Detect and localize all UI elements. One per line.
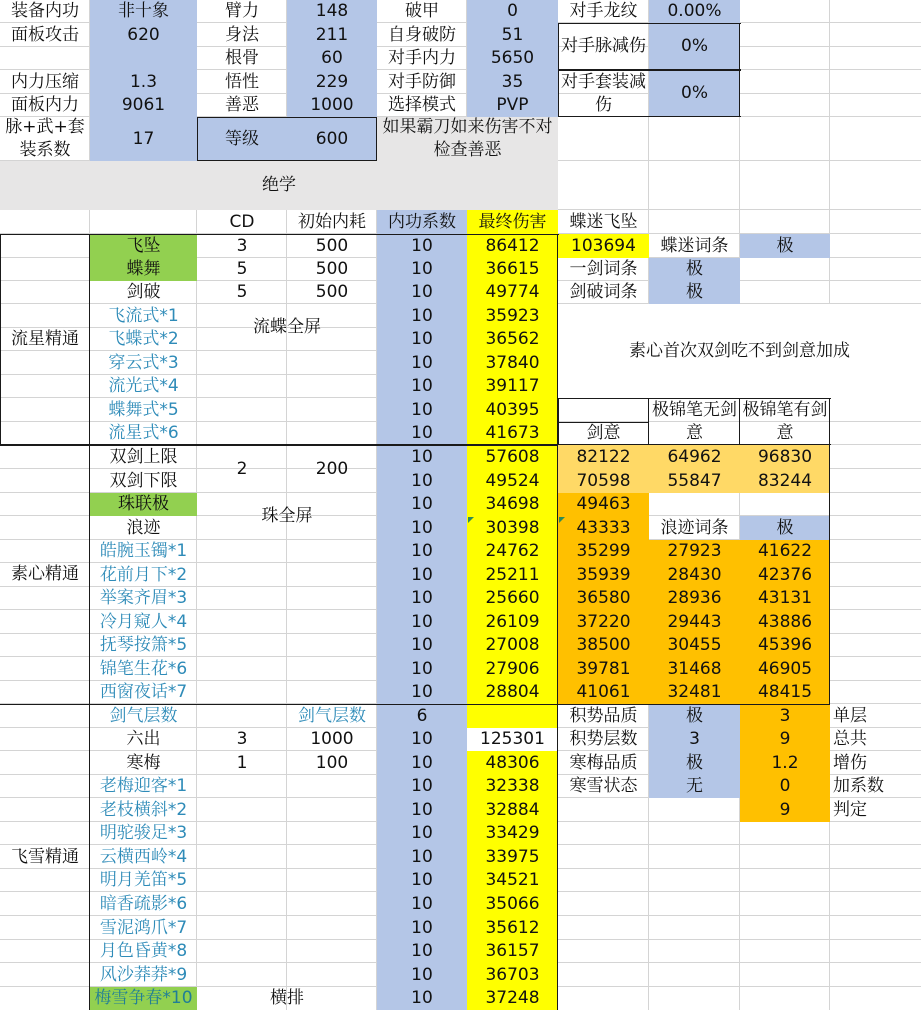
skill-coef[interactable]: 10 xyxy=(411,352,433,373)
header-border xyxy=(558,398,831,399)
no-jianyi-value[interactable]: 27923 xyxy=(649,540,740,563)
param-value[interactable]: 0% xyxy=(649,23,740,70)
entry-label[interactable]: 剑破词条 xyxy=(569,282,638,302)
skill-coef[interactable]: 10 xyxy=(411,564,433,585)
section-border xyxy=(0,704,558,705)
side-label[interactable]: 寒雪状态 xyxy=(569,776,638,796)
skill-cost[interactable]: 500 xyxy=(315,259,349,279)
header-border xyxy=(829,398,830,445)
param-value[interactable]: 0.00% xyxy=(649,0,740,23)
entry-label[interactable]: 浪迹词条 xyxy=(660,517,729,538)
skill-name[interactable]: 寒梅 xyxy=(126,752,161,773)
side-value[interactable]: 极 xyxy=(649,751,740,775)
skill-coef[interactable]: 10 xyxy=(411,752,433,773)
entry-label[interactable]: 一剑词条 xyxy=(569,259,638,279)
skill-name[interactable]: 抚琴按箫*5 xyxy=(99,635,188,655)
skill-coef[interactable]: 10 xyxy=(411,541,433,561)
skill-name[interactable]: 剑破 xyxy=(126,282,161,302)
skill-cost[interactable]: 100 xyxy=(315,752,349,773)
skill-dmg[interactable]: 39117 xyxy=(485,376,540,396)
param-label[interactable]: 根骨 xyxy=(225,48,259,68)
param-border xyxy=(558,23,741,24)
param-label[interactable]: 对手套装减伤 xyxy=(561,71,646,115)
skill-coef[interactable]: 10 xyxy=(411,259,433,279)
skill-name[interactable]: 飞蝶式*2 xyxy=(108,329,179,349)
skill-coef[interactable]: 10 xyxy=(411,329,433,349)
param-value[interactable]: 211 xyxy=(287,23,377,47)
jianyi-value[interactable]: 82122 xyxy=(558,445,649,469)
suxin-fullscreen-note[interactable]: 珠全屏 xyxy=(261,506,313,526)
section-border xyxy=(0,445,558,446)
no-jianyi-value[interactable]: 28430 xyxy=(649,563,740,587)
side-label[interactable]: 寒梅品质 xyxy=(569,752,638,773)
skill-coef[interactable]: 10 xyxy=(411,611,433,632)
skill-cd[interactable]: 2 xyxy=(236,458,248,479)
skill-cost[interactable]: 500 xyxy=(315,282,349,302)
skill-coef[interactable]: 10 xyxy=(411,823,433,843)
param-value[interactable]: 60 xyxy=(287,47,377,70)
with-jianyi-value[interactable]: 41622 xyxy=(740,540,830,563)
header-with-jianyi[interactable]: 极锦笔有剑意 xyxy=(742,399,828,443)
skill-name[interactable]: 流光式*4 xyxy=(108,376,179,396)
no-jianyi-value[interactable]: 29443 xyxy=(649,610,740,634)
skill-name[interactable]: 双剑下限 xyxy=(109,470,178,491)
extra-label[interactable]: 单层 xyxy=(833,705,867,726)
skill-name[interactable]: 明驼骏足*3 xyxy=(99,823,188,843)
skill-cd[interactable]: 1 xyxy=(236,752,248,773)
skill-dmg[interactable]: 125301 xyxy=(480,729,545,749)
extra-label[interactable]: 判定 xyxy=(833,799,867,820)
param-value[interactable]: 229 xyxy=(287,70,377,94)
skill-dmg[interactable]: 28804 xyxy=(485,682,540,702)
skill-coef[interactable]: 10 xyxy=(411,376,433,396)
skill-coef[interactable]: 10 xyxy=(411,682,433,702)
section-border xyxy=(557,234,558,1010)
param-value[interactable]: 51 xyxy=(467,23,558,47)
param-value xyxy=(90,47,197,70)
juexue-banner[interactable]: 绝学 xyxy=(0,161,558,210)
with-jianyi-value[interactable]: 96830 xyxy=(740,445,830,469)
no-jianyi-value[interactable]: 64962 xyxy=(649,445,740,469)
section-border xyxy=(0,234,559,235)
badao-note[interactable]: 如果霸刀如来伤害不对检查善恶 xyxy=(377,117,558,161)
skill-coef[interactable]: 10 xyxy=(411,729,433,749)
skill-coef[interactable]: 10 xyxy=(411,846,433,867)
skill-dmg[interactable]: 48306 xyxy=(485,752,540,773)
extra-value[interactable]: 3 xyxy=(740,704,830,728)
param-label[interactable]: 内力压缩 xyxy=(11,71,79,92)
skill-dmg[interactable]: 40395 xyxy=(485,399,540,420)
skill-coef[interactable]: 10 xyxy=(411,494,433,514)
jianqi-value[interactable]: 6 xyxy=(377,704,467,728)
param-value[interactable]: 1.3 xyxy=(90,70,197,94)
section-border xyxy=(739,398,740,445)
param-label[interactable]: 对手龙纹 xyxy=(569,1,638,21)
skill-coef[interactable]: 10 xyxy=(411,893,433,914)
extra-label[interactable]: 加系数 xyxy=(833,776,884,796)
extra-label[interactable]: 总共 xyxy=(833,729,867,749)
param-label[interactable]: 身法 xyxy=(225,24,259,45)
param-value[interactable]: 620 xyxy=(90,23,197,47)
skill-coef[interactable]: 10 xyxy=(411,305,433,326)
skill-cost[interactable]: 1000 xyxy=(310,729,354,749)
header-cd[interactable]: CD xyxy=(229,211,255,232)
skill-name[interactable]: 流星式*6 xyxy=(108,423,179,443)
skill-dmg[interactable]: 34521 xyxy=(485,870,540,890)
skill-name[interactable]: 锦笔生花*6 xyxy=(99,658,188,679)
with-jianyi-value[interactable]: 43886 xyxy=(740,610,830,634)
skill-coef[interactable]: 10 xyxy=(411,282,433,302)
skill-coef[interactable]: 10 xyxy=(411,470,433,491)
no-jianyi-value[interactable]: 30455 xyxy=(649,634,740,657)
param-label[interactable]: 对手防御 xyxy=(388,71,456,92)
skill-dmg[interactable]: 30398 xyxy=(485,517,540,538)
skill-dmg[interactable]: 57608 xyxy=(485,446,540,467)
skill-cd[interactable]: 5 xyxy=(236,259,248,279)
skill-coef[interactable]: 10 xyxy=(411,399,433,420)
with-jianyi-value[interactable]: 48415 xyxy=(740,681,830,704)
suxin-note[interactable]: 素心首次双剑吃不到剑意加成 xyxy=(558,304,921,398)
header-coef[interactable]: 内功系数 xyxy=(377,210,467,234)
param-border xyxy=(558,116,741,117)
param-label[interactable]: 悟性 xyxy=(225,71,259,92)
skill-coef[interactable]: 10 xyxy=(411,941,433,961)
skill-coef[interactable]: 10 xyxy=(411,235,433,256)
skill-dmg[interactable]: 49524 xyxy=(485,470,540,491)
no-jianyi-value[interactable]: 32481 xyxy=(649,681,740,704)
param-border xyxy=(739,70,740,117)
section-border xyxy=(89,234,90,1010)
skill-dmg[interactable]: 36615 xyxy=(485,259,540,279)
level-border xyxy=(197,117,378,118)
comment-indicator-icon[interactable] xyxy=(559,517,565,523)
param-label[interactable]: 自身破防 xyxy=(388,24,456,45)
jianyi-value[interactable]: 35939 xyxy=(558,563,649,587)
no-jianyi-value[interactable]: 31468 xyxy=(649,657,740,681)
skill-dmg[interactable]: 36703 xyxy=(485,964,540,985)
with-jianyi-value[interactable]: 83244 xyxy=(740,469,830,493)
section-border xyxy=(0,234,1,445)
skill-dmg[interactable]: 35923 xyxy=(485,305,540,326)
skill-cd[interactable]: 3 xyxy=(236,235,248,256)
skill-name[interactable]: 六出 xyxy=(126,729,161,749)
skill-name[interactable]: 云横西岭*4 xyxy=(99,846,188,867)
param-value[interactable]: 0 xyxy=(467,0,558,23)
skill-name[interactable]: 举案齐眉*3 xyxy=(99,588,188,608)
skill-dmg[interactable]: 25660 xyxy=(485,588,540,608)
entry-value[interactable]: 极 xyxy=(740,234,830,258)
skill-name[interactable]: 飞坠 xyxy=(90,234,197,258)
jianyi-value[interactable]: 36580 xyxy=(558,587,649,610)
extra-value[interactable]: 0 xyxy=(740,775,830,798)
jianqi-label[interactable]: 剑气层数 xyxy=(298,705,366,726)
with-jianyi-value[interactable]: 45396 xyxy=(740,634,830,657)
param-border xyxy=(558,23,559,70)
param-value[interactable]: 9061 xyxy=(90,94,197,117)
param-label[interactable]: 对手脉减伤 xyxy=(561,36,646,56)
param-value[interactable]: 1000 xyxy=(287,94,377,117)
jianqi-label[interactable]: 剑气层数 xyxy=(109,705,178,726)
skill-dmg[interactable]: 35066 xyxy=(485,893,540,914)
extra-value[interactable]: 1.2 xyxy=(740,751,830,775)
jianyi-value[interactable]: 35299 xyxy=(558,540,649,563)
skill-dmg[interactable]: 49774 xyxy=(485,282,540,302)
jianyi-value[interactable]: 41061 xyxy=(558,681,649,704)
skill-name[interactable]: 珠联极 xyxy=(90,493,197,516)
jianyi-value[interactable]: 39781 xyxy=(558,657,649,681)
param-border xyxy=(739,23,740,70)
side-label[interactable]: 积势层数 xyxy=(569,729,638,749)
skill-coef[interactable]: 10 xyxy=(411,988,433,1008)
skill-dmg[interactable]: 37248 xyxy=(485,988,540,1008)
entry-value[interactable]: 极 xyxy=(649,258,740,281)
param-label[interactable]: 面板内力 xyxy=(11,95,79,115)
param-border xyxy=(558,70,741,71)
skill-name[interactable]: 双剑上限 xyxy=(109,446,178,467)
skill-coef[interactable]: 10 xyxy=(411,423,433,443)
no-jianyi-value[interactable]: 28936 xyxy=(649,587,740,610)
param-value[interactable]: 35 xyxy=(467,70,558,94)
param-label[interactable]: 对手内力 xyxy=(388,48,456,68)
section-border xyxy=(558,704,830,705)
comment-indicator-icon[interactable] xyxy=(468,517,474,523)
param-value[interactable]: 非十象 xyxy=(90,0,197,23)
param-label[interactable]: 脉+武+套装系数 xyxy=(5,117,85,160)
side-label[interactable]: 积势品质 xyxy=(569,705,638,726)
skill-name[interactable]: 月色昏黄*8 xyxy=(99,941,188,961)
skill-dmg[interactable]: 33429 xyxy=(485,823,540,843)
hengpai-note[interactable]: 横排 xyxy=(270,988,304,1008)
skill-coef[interactable]: 10 xyxy=(411,658,433,679)
param-value[interactable]: 17 xyxy=(90,117,197,161)
extra-value[interactable]: 9 xyxy=(740,728,830,751)
side-value[interactable]: 极 xyxy=(649,704,740,728)
jianyi-value[interactable]: 49463 xyxy=(558,493,649,516)
skill-dmg[interactable]: 33975 xyxy=(485,846,540,867)
skill-coef[interactable]: 10 xyxy=(411,799,433,820)
skill-cost[interactable]: 200 xyxy=(315,458,349,479)
param-value[interactable]: 148 xyxy=(287,0,377,23)
skill-name[interactable]: 飞流式*1 xyxy=(108,305,179,326)
param-value[interactable]: 0% xyxy=(649,70,740,117)
skill-cost[interactable]: 500 xyxy=(315,235,349,256)
side-value[interactable]: 无 xyxy=(649,775,740,798)
skill-name[interactable]: 暗香疏影*6 xyxy=(99,893,188,914)
skill-coef[interactable]: 10 xyxy=(411,917,433,938)
skill-name[interactable]: 梅雪争春*10 xyxy=(90,987,197,1010)
param-label[interactable]: 装备内功 xyxy=(11,1,79,21)
with-jianyi-value[interactable]: 43131 xyxy=(740,587,830,610)
level-value[interactable]: 600 xyxy=(287,117,377,161)
extra-value[interactable]: 9 xyxy=(740,798,830,822)
param-label[interactable]: 善恶 xyxy=(225,95,259,115)
skill-name[interactable]: 蝶舞式*5 xyxy=(108,399,179,420)
header-dmg[interactable]: 最终伤害 xyxy=(467,210,558,234)
entry-value[interactable]: 极 xyxy=(649,281,740,304)
skill-dmg[interactable]: 41673 xyxy=(485,423,540,443)
skill-name[interactable]: 浪迹 xyxy=(126,517,161,538)
no-jianyi-value[interactable]: 55847 xyxy=(649,469,740,493)
level-border xyxy=(197,117,198,161)
skill-name[interactable]: 冷月窥人*4 xyxy=(99,611,188,632)
entry-label[interactable]: 蝶迷词条 xyxy=(660,235,729,256)
section-border xyxy=(829,445,830,704)
with-jianyi-value[interactable]: 42376 xyxy=(740,563,830,587)
param-label[interactable]: 臂力 xyxy=(225,1,259,21)
skill-name[interactable]: 花前月下*2 xyxy=(99,564,188,585)
extra-label[interactable]: 增伤 xyxy=(833,752,867,773)
param-border xyxy=(558,70,559,117)
jianyi-value[interactable]: 37220 xyxy=(558,610,649,634)
jianyi-value[interactable]: 43333 xyxy=(558,516,649,540)
skill-coef[interactable]: 10 xyxy=(411,635,433,655)
skill-dmg[interactable]: 36157 xyxy=(485,941,540,961)
skill-dmg[interactable]: 26109 xyxy=(485,611,540,632)
skill-name[interactable]: 蝶舞 xyxy=(90,258,197,281)
skill-coef[interactable]: 10 xyxy=(411,870,433,890)
section-liuxing[interactable]: 流星精通 xyxy=(11,329,79,349)
with-jianyi-value[interactable]: 46905 xyxy=(740,657,830,681)
skill-coef[interactable]: 10 xyxy=(411,776,433,796)
skill-coef[interactable]: 10 xyxy=(411,588,433,608)
level-label[interactable]: 等级 xyxy=(197,117,287,161)
skill-cd[interactable]: 3 xyxy=(236,729,248,749)
skill-dmg[interactable]: 34698 xyxy=(485,494,540,514)
param-label[interactable]: 面板攻击 xyxy=(11,24,79,45)
jianyi-value[interactable]: 70598 xyxy=(558,469,649,493)
skill-name[interactable]: 明月羌笛*5 xyxy=(99,870,188,890)
skill-dmg[interactable]: 32884 xyxy=(485,799,540,820)
param-label[interactable]: 选择模式 xyxy=(388,95,456,115)
param-label[interactable]: 破甲 xyxy=(405,1,439,21)
skill-coef[interactable]: 10 xyxy=(411,446,433,467)
header-cost[interactable]: 初始内耗 xyxy=(298,211,366,232)
header-jianyi[interactable]: 剑意 xyxy=(586,423,621,443)
skill-coef[interactable]: 10 xyxy=(411,517,433,538)
skill-name[interactable]: 老梅迎客*1 xyxy=(99,776,188,796)
jianyi-value[interactable]: 38500 xyxy=(558,634,649,657)
skill-dmg[interactable]: 32338 xyxy=(485,776,540,796)
skill-dmg[interactable]: 36562 xyxy=(485,329,540,349)
section-feixue[interactable]: 飞雪精通 xyxy=(11,846,79,867)
skill-dmg[interactable]: 27008 xyxy=(485,635,540,655)
header-dmjf[interactable]: 蝶迷飞坠 xyxy=(569,211,638,232)
skill-dmg[interactable]: 35612 xyxy=(485,917,540,938)
dmjf-value[interactable]: 103694 xyxy=(558,234,649,258)
entry-value[interactable]: 极 xyxy=(740,516,830,540)
section-border xyxy=(558,422,649,423)
skill-dmg[interactable]: 27906 xyxy=(485,658,540,679)
section-suxin[interactable]: 素心精通 xyxy=(11,564,79,584)
param-value[interactable]: 5650 xyxy=(467,47,558,70)
skill-dmg[interactable]: 25211 xyxy=(485,564,540,585)
skill-coef[interactable]: 10 xyxy=(411,964,433,985)
skill-name[interactable]: 皓腕玉镯*1 xyxy=(99,541,188,561)
skill-dmg[interactable]: 86412 xyxy=(485,235,540,256)
skill-name[interactable]: 西窗夜话*7 xyxy=(99,682,188,702)
param-value[interactable]: PVP xyxy=(467,94,558,117)
skill-cd[interactable]: 5 xyxy=(236,282,248,302)
liuxing-fullscreen-note[interactable]: 流蝶全屏 xyxy=(253,317,321,337)
skill-name[interactable]: 穿云式*3 xyxy=(108,352,179,373)
skill-dmg[interactable]: 37840 xyxy=(485,352,540,373)
skill-dmg[interactable]: 24762 xyxy=(485,541,540,561)
skill-name[interactable]: 雪泥鸿爪*7 xyxy=(99,917,188,938)
side-value[interactable]: 3 xyxy=(649,728,740,751)
header-no-jianyi[interactable]: 极锦笔无剑意 xyxy=(652,399,737,443)
gridline xyxy=(739,0,740,1010)
skill-name[interactable]: 老枝横斜*2 xyxy=(99,799,188,820)
skill-name[interactable]: 风沙莽莽*9 xyxy=(99,964,188,985)
